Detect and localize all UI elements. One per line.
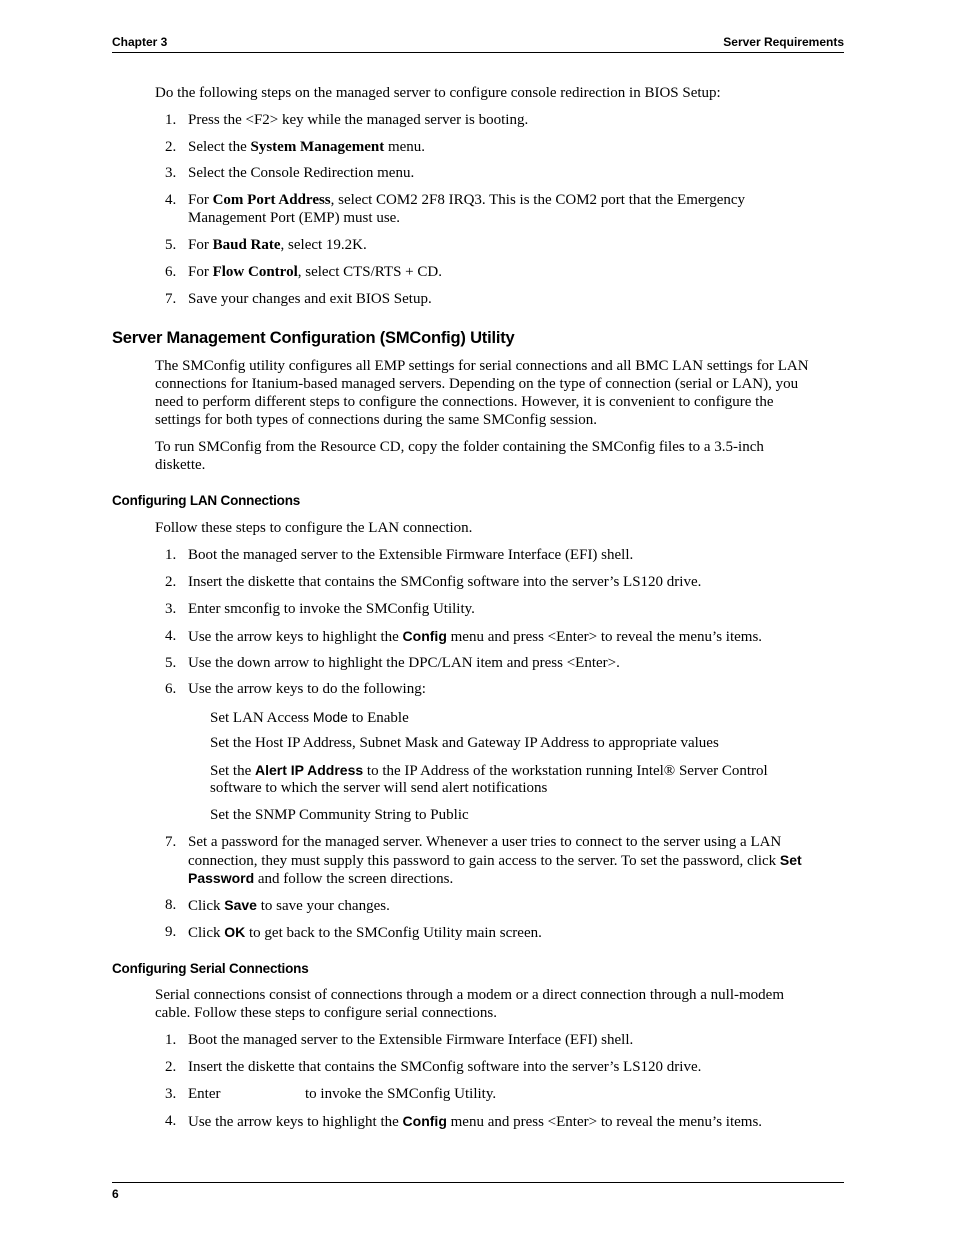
sub-item-continuation: software to which the server will send alert notifications — [210, 780, 548, 796]
paragraph-line: Serial connections consist of connections through a modem or a direct connection through a null-modem — [155, 987, 785, 1003]
subsection-heading: Configuring Serial Connections — [112, 961, 309, 976]
list-item: For Flow Control, select CTS/RTS + CD. — [188, 264, 442, 280]
list-number: 1. — [165, 1032, 177, 1048]
list-number: 3. — [165, 165, 177, 181]
list-item: Insert the diskette that contains the SMConfig software into the server’s LS120 drive. — [188, 1059, 702, 1075]
list-number: 6. — [165, 681, 177, 697]
sub-item: Set the Host IP Address, Subnet Mask and Gateway IP Address to appropriate values — [210, 735, 719, 751]
paragraph-line: connections for Itanium-based managed servers. Depending on the type of connection (serial or LAN), you — [155, 376, 799, 392]
page-header — [112, 34, 844, 53]
list-number: 1. — [165, 547, 177, 563]
paragraph-line: cable. Follow these steps to configure serial connections. — [155, 1005, 497, 1021]
paragraph-line: diskette. — [155, 457, 206, 473]
list-item: Select the System Management menu. — [188, 139, 426, 155]
sub-item: Set LAN Access Mode to Enable — [210, 709, 409, 726]
list-item: Select the Console Redirection menu. — [188, 165, 415, 181]
list-item: Click Save to save your changes. — [188, 897, 390, 914]
list-number: 2. — [165, 574, 177, 590]
section-heading: Server Management Configuration (SMConfig) Utility — [112, 329, 515, 347]
list-item: For Com Port Address, select COM2 2F8 IRQ3. This is the COM2 port that the Emergency — [188, 192, 746, 208]
list-item: Use the arrow keys to highlight the Config menu and press <Enter> to reveal the menu’s items. — [188, 1113, 763, 1130]
list-item-continuation: connection, they must supply this password to gain access to the server. To set the password, click Set — [188, 852, 802, 869]
list-number: 1. — [165, 112, 177, 128]
section-label: Server Requirements — [723, 35, 844, 49]
list-number: 6. — [165, 264, 177, 280]
paragraph-line: To run SMConfig from the Resource CD, copy the folder containing the SMConfig files to a 3.5-inch — [155, 439, 764, 455]
list-item-continuation: Management Port (EMP) must use. — [188, 210, 401, 226]
list-number: 3. — [165, 601, 177, 617]
sub-item: Set the SNMP Community String to Public — [210, 807, 469, 823]
list-item: Enter — [188, 1086, 221, 1102]
page-number: 6 — [112, 1187, 119, 1201]
list-item: Enter smconfig to invoke the SMConfig Utility. — [188, 601, 475, 617]
list-number: 4. — [165, 1113, 177, 1129]
list-item: Save your changes and exit BIOS Setup. — [188, 291, 432, 307]
chapter-label: Chapter 3 — [112, 35, 168, 49]
list-item: Use the arrow keys to highlight the Config menu and press <Enter> to reveal the menu’s items. — [188, 628, 763, 645]
list-number: 4. — [165, 192, 177, 208]
list-number: 4. — [165, 628, 177, 644]
list-item: Press the <F2> key while the managed server is booting. — [188, 112, 529, 128]
list-number: 7. — [165, 834, 177, 850]
sub-item: Set the Alert IP Address to the IP Address of the workstation running Intel® Server Control — [210, 762, 768, 779]
page-footer — [112, 1182, 844, 1201]
list-item: Boot the managed server to the Extensible Firmware Interface (EFI) shell. — [188, 547, 634, 563]
paragraph-line: need to perform different steps to configure the connections. However, it is convenient to configure the — [155, 394, 774, 410]
list-item: Boot the managed server to the Extensible Firmware Interface (EFI) shell. — [188, 1032, 634, 1048]
bios-intro: Do the following steps on the managed server to configure console redirection in BIOS Setup: — [155, 85, 721, 101]
list-item: Use the arrow keys to do the following: — [188, 681, 426, 697]
list-number: 2. — [165, 1059, 177, 1075]
list-number: 2. — [165, 139, 177, 155]
paragraph-line: settings for both types of connections during the same SMConfig session. — [155, 412, 598, 428]
list-item: Set a password for the managed server. Whenever a user tries to connect to the server using a LAN — [188, 834, 782, 850]
list-number: 5. — [165, 237, 177, 253]
paragraph-line: The SMConfig utility configures all EMP settings for serial connections and all BMC LAN settings for LAN — [155, 358, 809, 374]
list-item: Insert the diskette that contains the SMConfig software into the server’s LS120 drive. — [188, 574, 702, 590]
list-item: For Baud Rate, select 19.2K. — [188, 237, 367, 253]
list-number: 8. — [165, 897, 177, 913]
list-number: 3. — [165, 1086, 177, 1102]
list-item-continuation: Password and follow the screen directions. — [188, 870, 454, 887]
list-item: Click OK to get back to the SMConfig Utility main screen. — [188, 924, 542, 941]
list-number: 9. — [165, 924, 177, 940]
list-item: Use the down arrow to highlight the DPC/LAN item and press <Enter>. — [188, 655, 620, 671]
lan-intro: Follow these steps to configure the LAN connection. — [155, 520, 473, 536]
subsection-heading: Configuring LAN Connections — [112, 493, 301, 508]
list-number: 5. — [165, 655, 177, 671]
list-item-text: to invoke the SMConfig Utility. — [305, 1086, 497, 1102]
list-number: 7. — [165, 291, 177, 307]
